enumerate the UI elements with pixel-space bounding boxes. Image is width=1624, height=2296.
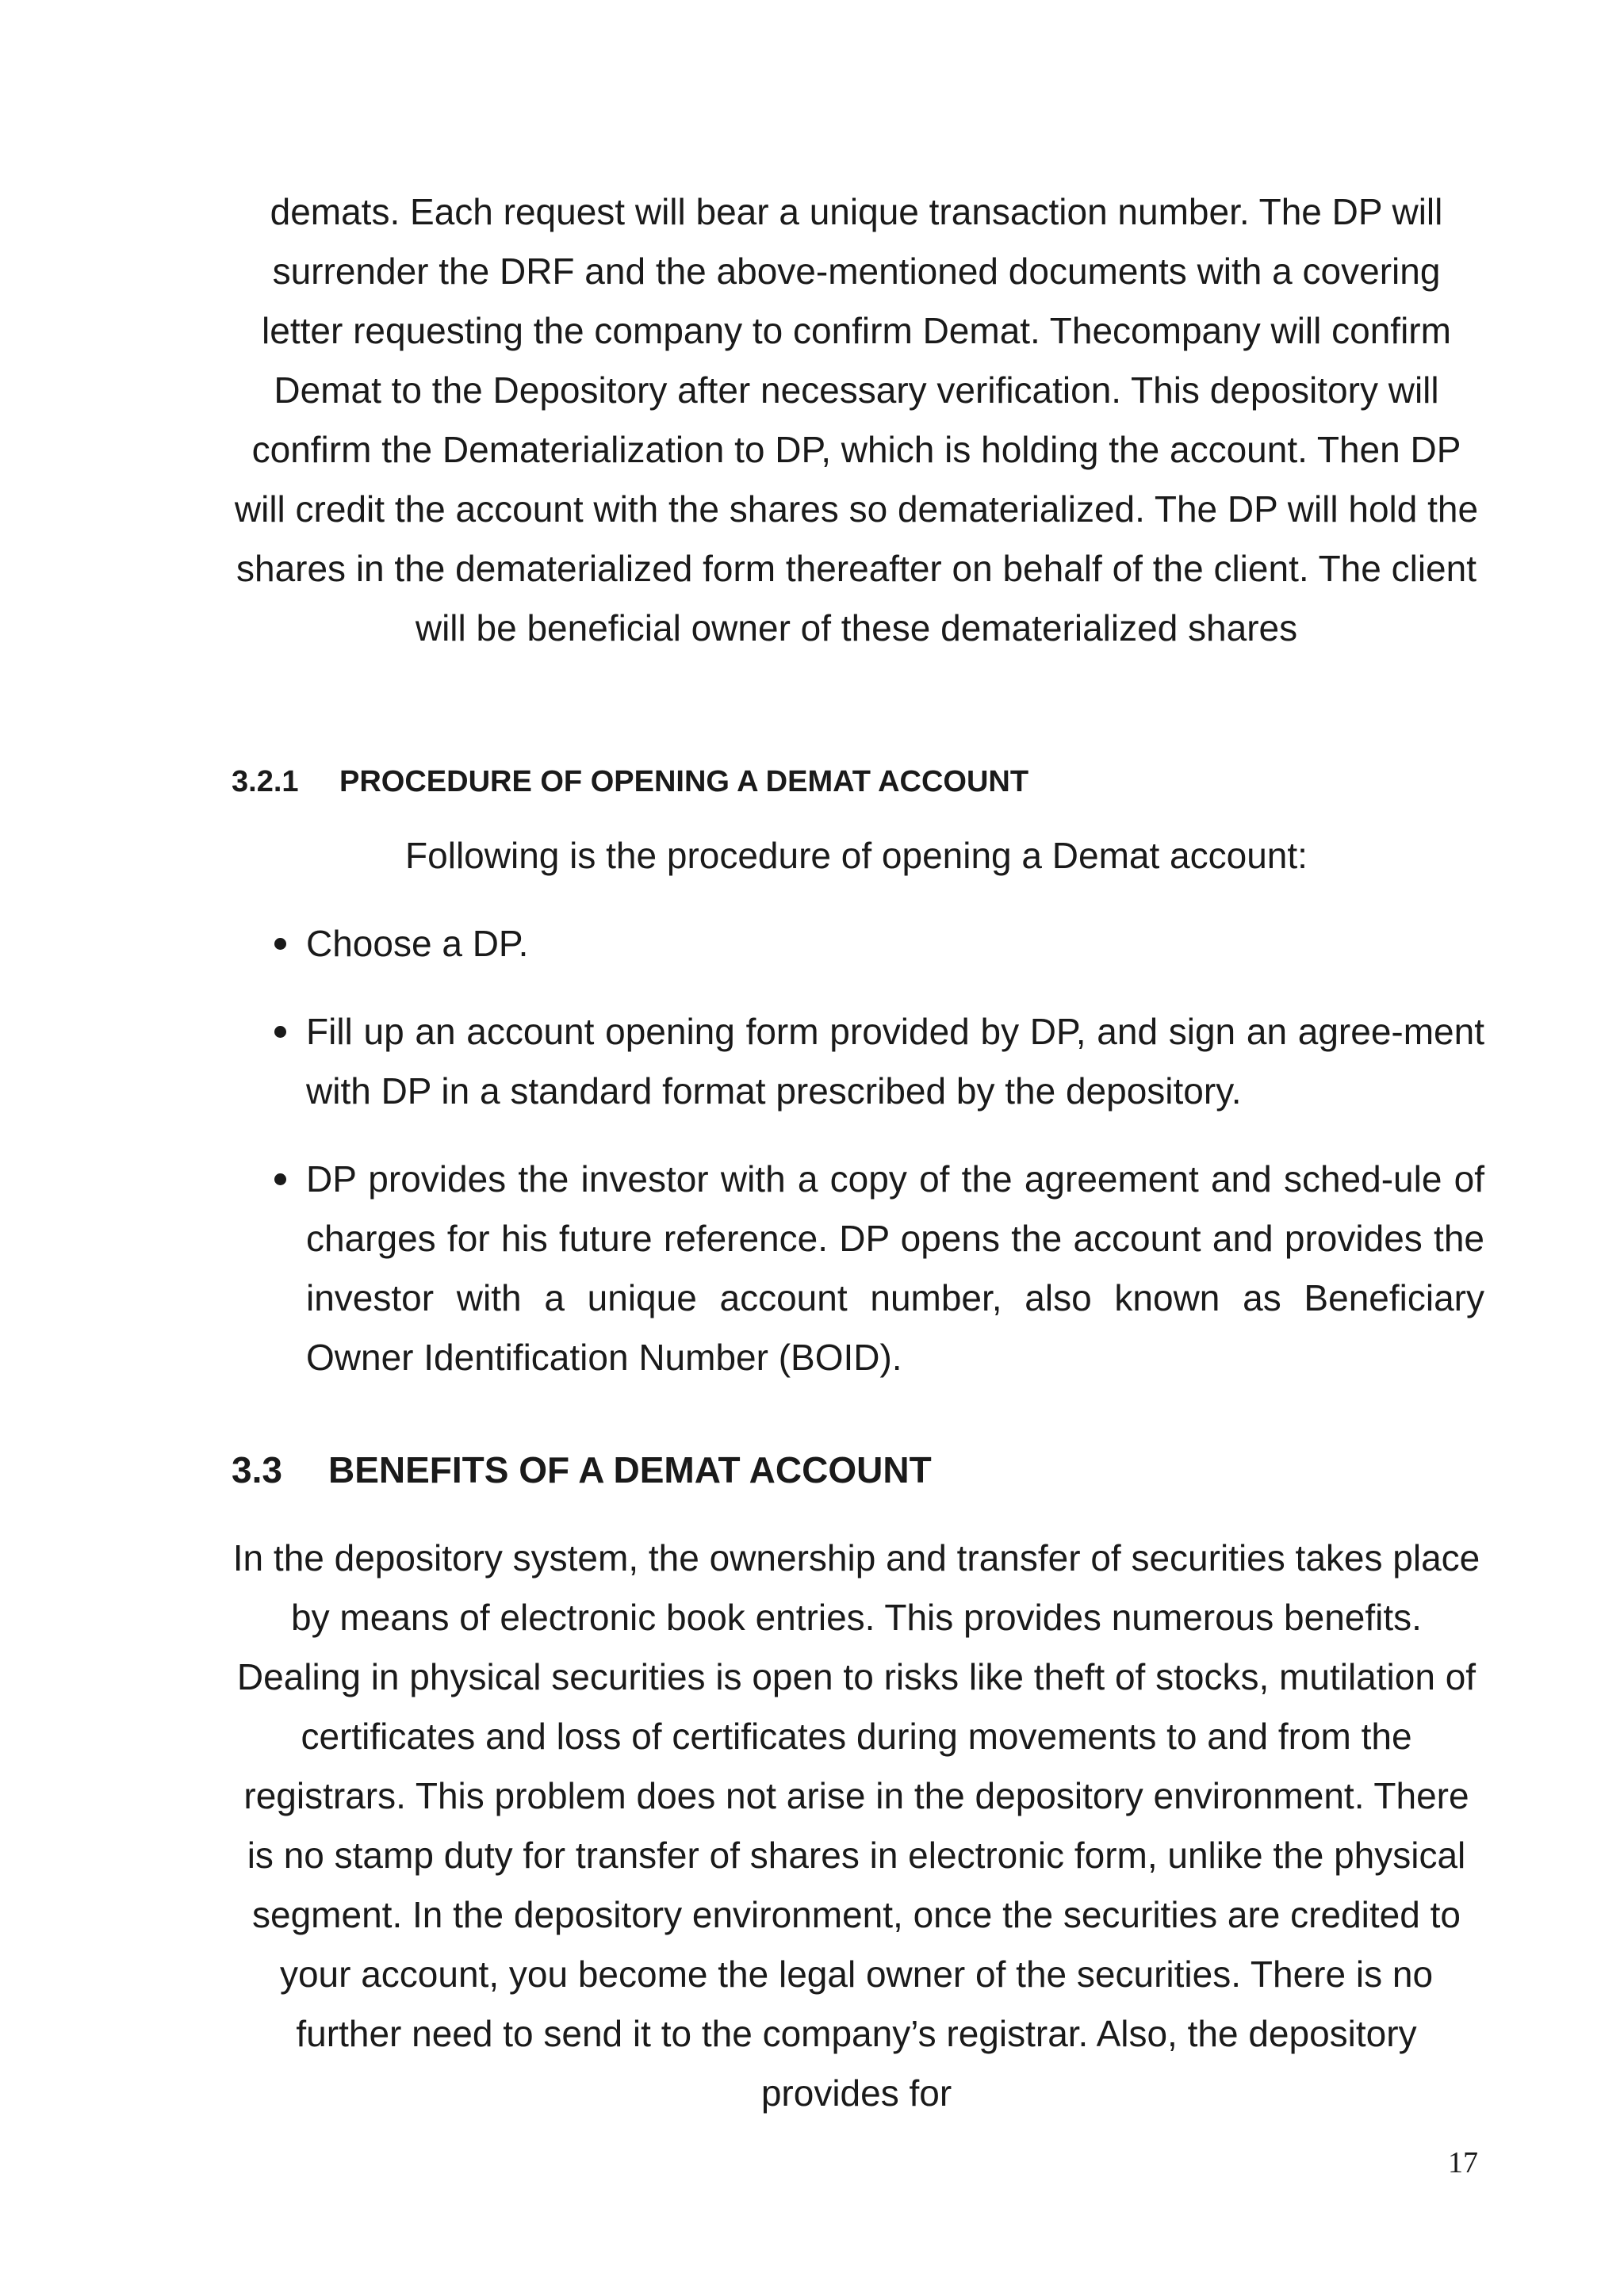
- bullet-icon: [274, 1026, 286, 1038]
- subsection-title: PROCEDURE OF OPENING A DEMAT ACCOUNT: [339, 765, 1029, 798]
- bullet-icon: [274, 1173, 286, 1185]
- list-item: [230, 1150, 1484, 1387]
- list-item-text: DP provides the investor with a copy of the agreement and sched-ule of charges for his future reference. DP opens the account and provides the investor with a unique account number, also known as Beneficiary Owner Identification Number (BOID).: [306, 1158, 1484, 1378]
- section-heading: [232, 1446, 932, 1494]
- subsection-number: 3.2.1: [232, 765, 299, 798]
- list-item: [230, 914, 1484, 974]
- procedure-list: [230, 914, 1484, 1416]
- section-number: 3.3: [232, 1449, 282, 1490]
- body-paragraph-dematerialization: demats. Each request will bear a unique transaction number. The DP will surrender the DRF and the above-mentioned documents with a covering letter requesting the company to confirm Demat. Thecompany will confirm Demat to the Depository after necessary verification. This depository will confirm the Dematerialization to DP, which is holding the account. Then DP will credit the account with the shares so dematerialized. The DP will hold the shares in the dematerialized form thereafter on behalf of the client. The client will be beneficial owner of these dematerialized shares: [234, 191, 1479, 649]
- list-item: [230, 1002, 1484, 1121]
- subsection-heading: [232, 763, 1028, 801]
- section-title: BENEFITS OF A DEMAT ACCOUNT: [328, 1449, 932, 1490]
- bullet-icon: [274, 938, 286, 950]
- page-number: 17: [1448, 2146, 1478, 2179]
- body-paragraph-benefits: In the depository system, the ownership and transfer of securities takes place by means of electronic book entries. This provides numerous benefits. Dealing in physical securities is open to risks like theft of stocks, mutilation of certificates and loss of certificates during movements to and from the registrars. This problem does not arise in the depository environment. There is no stamp duty for transfer of shares in electronic form, unlike the physical segment. In the depository environment, once the securities are credited to your account, you become the legal owner of the securities. There is no further need to send it to the company’s registrar. Also, the depository provides for: [232, 1537, 1480, 2114]
- list-item-text: Fill up an account opening form provided by DP, and sign an agree-ment with DP in a standard format prescribed by the depository.: [306, 1011, 1484, 1112]
- list-item-text: Choose a DP.: [306, 923, 529, 964]
- procedure-intro: Following is the procedure of opening a Demat account:: [405, 835, 1308, 876]
